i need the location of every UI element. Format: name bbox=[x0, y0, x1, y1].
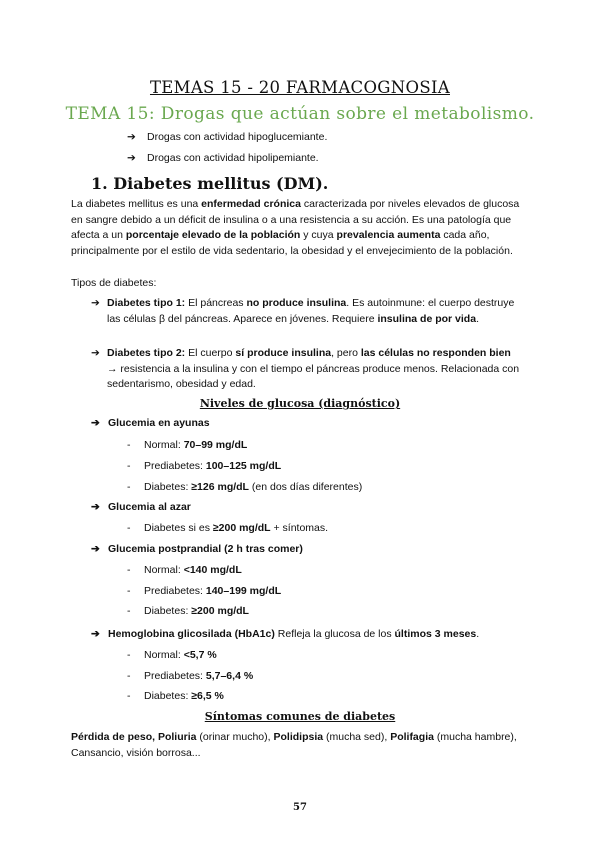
intro-item: ➔ Drogas con actividad hipolipemiante. bbox=[127, 152, 319, 164]
postprandial-diabetes: - Diabetes: ≥200 mg/dL bbox=[127, 605, 249, 617]
section-heading: 1. Diabetes mellitus (DM). bbox=[91, 174, 329, 193]
fasting-diabetes: - Diabetes: ≥126 mg/dL (en dos días diferentes) bbox=[127, 481, 363, 493]
hba1c-normal: - Normal: <5,7 % bbox=[127, 649, 217, 661]
arrow-icon: ➔ bbox=[91, 297, 100, 309]
arrow-icon: ➔ bbox=[91, 347, 100, 359]
fasting-glucose-heading: ➔ Glucemia en ayunas bbox=[91, 417, 210, 429]
symptoms-paragraph: Pérdida de peso, Poliuria (orinar mucho), Polidipsia (mucha sed), Polifagia (mucha hambre), Cansancio, visión borrosa... bbox=[71, 731, 517, 759]
arrow-icon: ➔ bbox=[127, 152, 136, 164]
type2-item: ➔ Diabetes tipo 2: El cuerpo sí produce insulina, pero las células no responden bien → resistencia a la insulina y con el tiempo el páncreas produce menos. Relacionada con sedentarismo, obesidad y edad. bbox=[91, 347, 520, 390]
random-glucose-heading: ➔ Glucemia al azar bbox=[91, 501, 191, 513]
random-diabetes: - Diabetes si es ≥200 mg/dL + síntomas. bbox=[127, 522, 329, 534]
definition-paragraph: La diabetes mellitus es una enfermedad crónica caracterizada por niveles elevados de glucosa en sangre debido a un déficit de insulina o a una resistencia a su acción. Es una patología que afecta a un porcentaje elevado de la población y cuya prevalencia aumenta cada año, principalmente por el estilo de vida sedentario, la obesidad y el envejecimiento de la población. bbox=[71, 198, 520, 257]
arrow-icon: ➔ bbox=[91, 501, 100, 513]
arrow-icon: ➔ bbox=[91, 543, 100, 555]
fasting-prediabetes: - Prediabetes: 100–125 mg/dL bbox=[127, 460, 282, 472]
page-title: TEMAS 15 - 20 FARMACOGNOSIA bbox=[149, 78, 450, 97]
type1-item: ➔ Diabetes tipo 1: El páncreas no produce insulina. Es autoinmune: el cuerpo destruye las células β del páncreas. Aparece en jóvenes. Requiere insulina de por vida. bbox=[91, 297, 515, 325]
types-label: Tipos de diabetes: bbox=[71, 277, 157, 289]
arrow-icon: ➔ bbox=[91, 417, 100, 429]
hba1c-heading: ➔ Hemoglobina glicosilada (HbA1c) Refleja la glucosa de los últimos 3 meses. bbox=[91, 628, 480, 640]
postprandial-prediabetes: - Prediabetes: 140–199 mg/dL bbox=[127, 585, 282, 597]
fasting-normal: - Normal: 70–99 mg/dL bbox=[127, 439, 248, 451]
arrow-icon: ➔ bbox=[127, 131, 136, 143]
hba1c-diabetes: - Diabetes: ≥6,5 % bbox=[127, 690, 224, 702]
topic-title: TEMA 15: Drogas que actúan sobre el metabolismo. bbox=[65, 104, 535, 124]
intro-item: ➔ Drogas con actividad hipoglucemiante. bbox=[127, 131, 328, 143]
postprandial-glucose-heading: ➔ Glucemia postprandial (2 h tras comer) bbox=[91, 543, 303, 555]
arrow-icon: ➔ bbox=[91, 628, 100, 640]
symptoms-heading: Síntomas comunes de diabetes bbox=[204, 710, 396, 723]
hba1c-prediabetes: - Prediabetes: 5,7–6,4 % bbox=[127, 670, 254, 682]
postprandial-normal: - Normal: <140 mg/dL bbox=[127, 564, 242, 576]
page-number: 57 bbox=[293, 802, 307, 813]
glucose-levels-heading: Niveles de glucosa (diagnóstico) bbox=[199, 397, 401, 410]
